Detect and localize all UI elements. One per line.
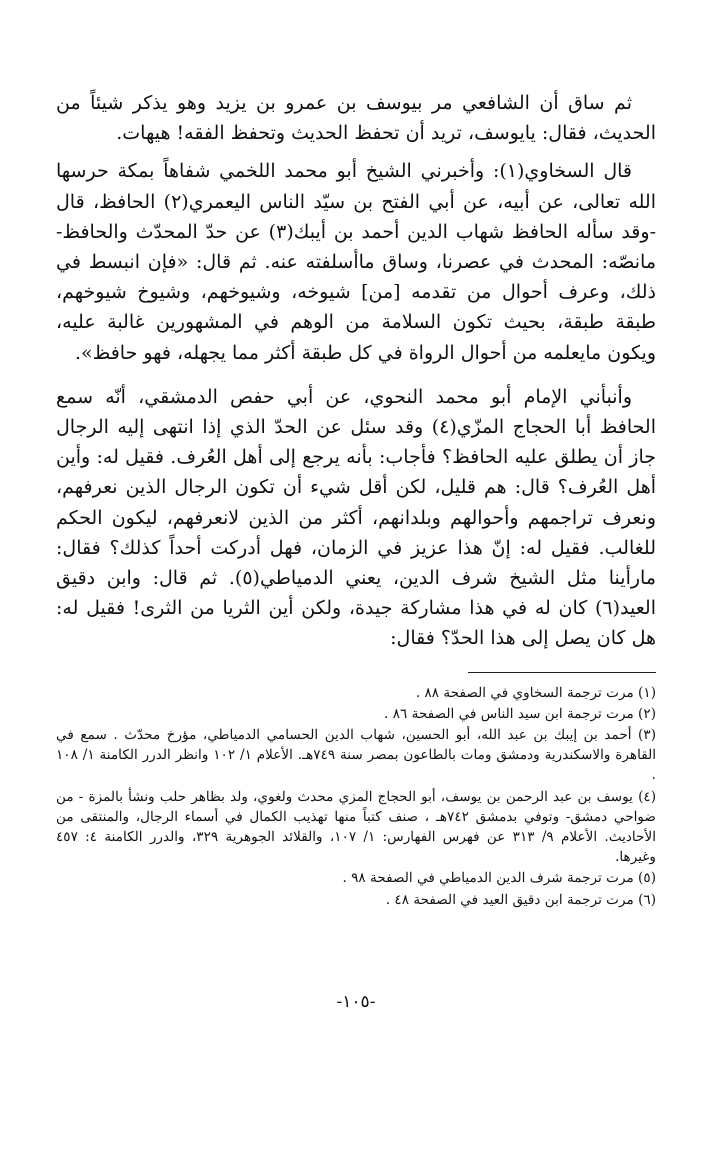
- page-number: -١٠٥-: [336, 992, 376, 1012]
- paragraph-shafii-anecdote: ثم ساق أن الشافعي مر بيوسف بن عمرو بن يزيد وهو يذكر شيئاً من الحديث، فقال: يايوسف، تريد أن تحفظ الحديث وتحفظ الفقه! هيهات.: [56, 92, 656, 145]
- footnote-3: (٣) أحمد بن إيبك بن عبد الله، أبو الحسين، شهاب الدين الحسامي الدمياطي، مؤرخ محدّث . سمع في القاهرة والاسكندرية ودمشق ومات بالطاعون بمصر سنة ٧٤٩هـ. الأعلام ١/ ١٠٢ وانظر الدرر الكامنة ١/ ١٠٨ .: [56, 727, 657, 784]
- paragraph-sakhawi-quote: قال السخاوي(١): وأخبرني الشيخ أبو محمد اللخمي شفاهاً بمكة حرسها الله تعالى، عن أبيه، عن أبي الفتح بن سيّد الناس اليعمري(٢) الحافظ، قال -وقد سأله الحافظ شهاب الدين أحمد بن أيبك(٣) عن حدّ المحدّث والحافظ- مانصّه: المحدث في عصرنا، وساق ماأسلفته عنه. ثم قال: «فإن انبسط في ذلك، وعرف أحوال من تقدمه [من] شيوخه، وشيوخهم، وشيوخ شيوخهم، طبقة طبقة، بحيث تكون السلامة من الوهم في المشهورين غالبة عليه، ويكون مايعلمه من أحوال الرواة في كل طبقة أكثر مما يجهله، فهو حافظ».: [56, 160, 656, 364]
- footnote-4: (٤) يوسف بن عبد الرحمن بن يوسف، أبو الحجاج المزي محدث ولغوي، ولد بظاهر حلب ونشأ بالمزة - من ضواحي دمشق- وتوفي بدمشق ٧٤٢هـ ، صنف كتباً منها تهذيب الكمال في أسماء الرجال، والمنتقى من الأحاديث. الأعلام ٩/ ٣١٣ عن فهرس الفهارس: ١/ ١٠٧، والقلائد الجوهرية ٣٢٩، والدرر الكامنة ٤: ٤٥٧ وغيرها.: [56, 788, 657, 866]
- footnote-separator: [468, 672, 656, 673]
- paragraph-mizzi-quote: وأنبأني الإمام أبو محمد النحوي، عن أبي حفص الدمشقي، أنّه سمع الحافظ أبا الحجاج المزّي(٤) وقد سئل عن الحدّ الذي إذا انتهى إليه الرجال جاز أن يطلق عليه الحافظ؟ فأجاب: بأنه يرجع إلى أهل العُرف. فقيل له: وأين أهل العُرف؟ قال: هم قليل، لكن أقل شيء أن تكون الرجال الذين نعرفهم، ونعرف تراجمهم وأحوالهم وبلدانهم، أكثر من الذين لانعرفهم، ليكون الحكم للغالب. فقيل له: إنّ هذا عزيز في الزمان، فهل أدركت أحداً كذلك؟ فقال: مارأينا مثل الشيخ شرف الدين، يعني الدمياطي(٥). ثم قال: وابن دقيق العيد(٦) كان له في هذا مشاركة جيدة، ولكن أين الثريا من الثرى! فقيل له: هل كان يصل إلى هذا الحدّ؟ فقال:: [56, 385, 656, 650]
- footnote-1: (١) مرت ترجمة السخاوي في الصفحة ٨٨ .: [415, 684, 656, 701]
- book-page: [56, 88, 656, 1118]
- footnote-2: (٢) مرت ترجمة ابن سيد الناس في الصفحة ٨٦ .: [384, 705, 656, 722]
- footnotes: [56, 683, 656, 910]
- footnote-5: (٥) مرت ترجمة شرف الدين الدمياطي في الصفحة ٩٨ .: [342, 870, 656, 887]
- main-text: [56, 88, 656, 654]
- footnote-6: (٦) مرت ترجمة ابن دقيق العيد في الصفحة ٤٨ .: [385, 891, 656, 908]
